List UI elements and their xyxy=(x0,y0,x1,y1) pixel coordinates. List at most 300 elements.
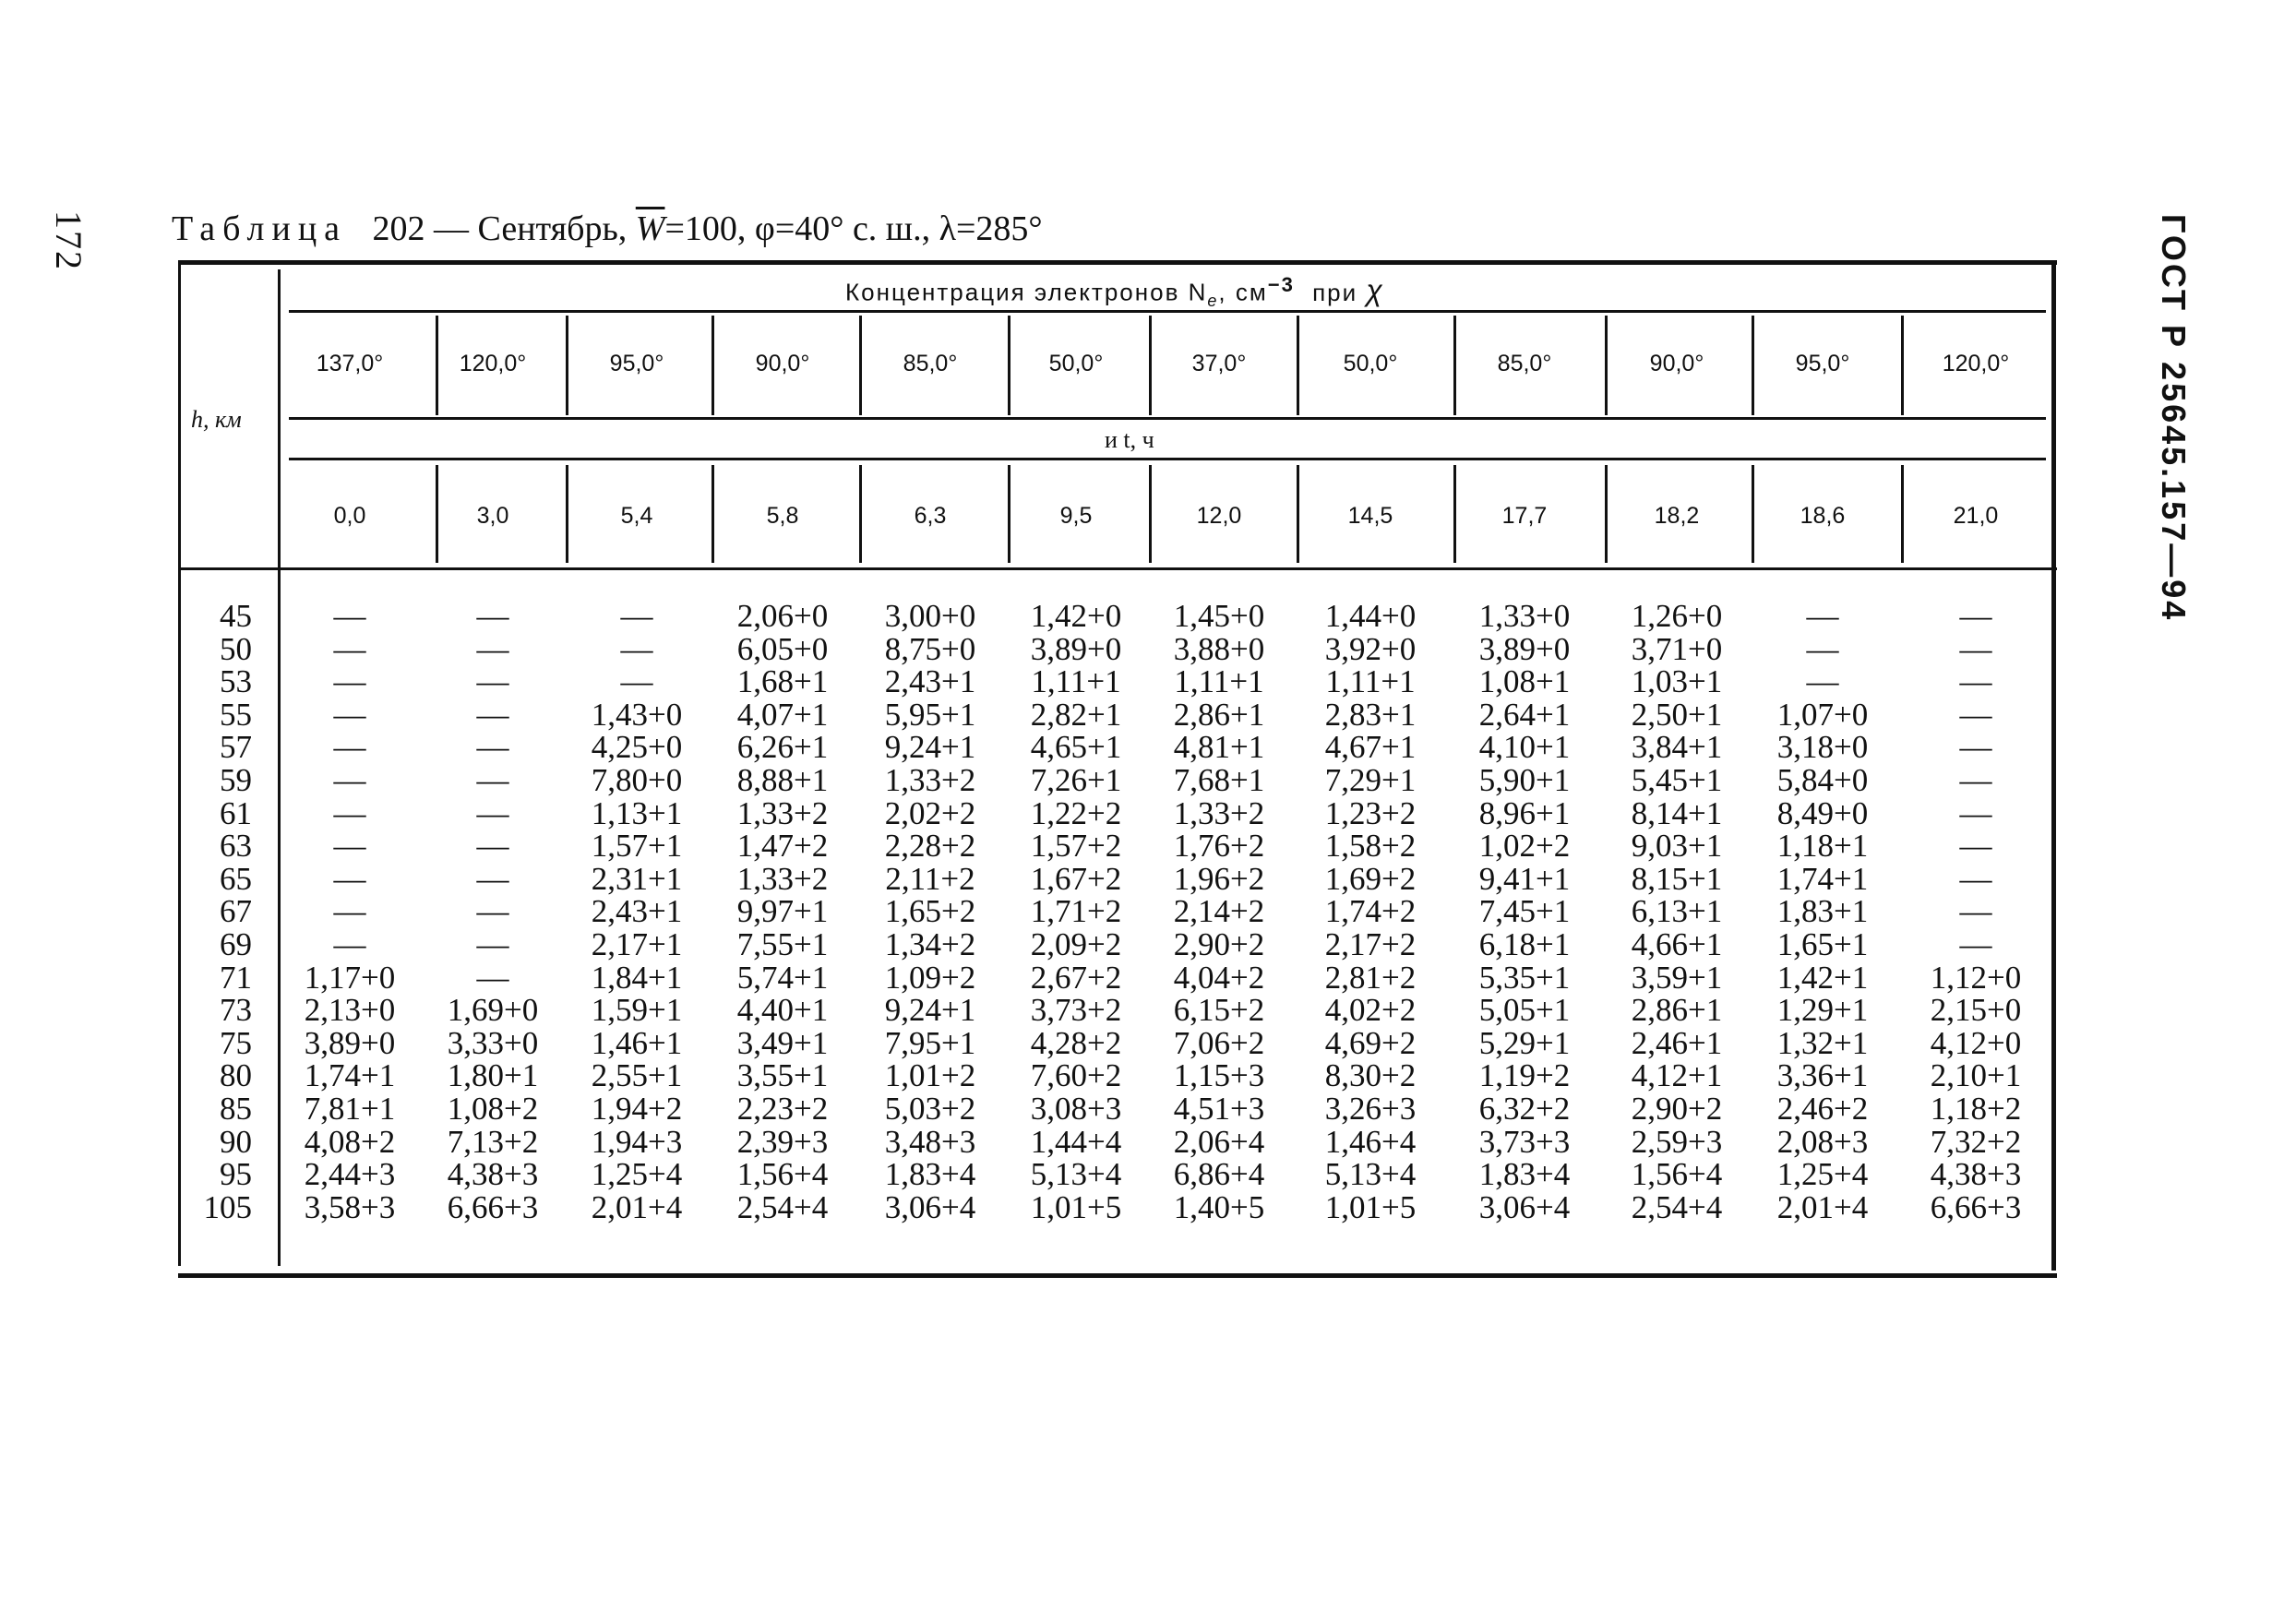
row-value-1: — xyxy=(476,860,509,897)
t-value-11: 21,0 xyxy=(1953,503,1999,529)
row-value-8: 1,08+1 xyxy=(1478,663,1571,700)
table-row xyxy=(178,731,2057,764)
column-divider-7-1 xyxy=(1453,465,1456,563)
row-value-11: — xyxy=(1959,893,1992,930)
row-value-8: 3,73+3 xyxy=(1478,1123,1571,1160)
row-height-km: 67 xyxy=(220,893,252,930)
concentration-exponent: −3 xyxy=(1267,273,1295,296)
table-row xyxy=(178,600,2057,633)
row-value-10: 5,84+0 xyxy=(1776,762,1869,798)
table-row xyxy=(178,895,2057,928)
table-row xyxy=(178,1188,2057,1225)
row-value-8: 5,05+1 xyxy=(1478,992,1571,1029)
row-value-9: 2,59+3 xyxy=(1631,1123,1723,1160)
row-value-11: — xyxy=(1959,729,1992,766)
caption-label: Таблица xyxy=(172,209,348,248)
row-value-11: 1,12+0 xyxy=(1930,959,2022,996)
row-value-8: 6,18+1 xyxy=(1478,926,1571,962)
row-value-2: 1,25+4 xyxy=(591,1156,683,1193)
row-value-3: 4,40+1 xyxy=(736,992,829,1029)
row-value-4: 3,48+3 xyxy=(884,1123,976,1160)
row-value-11: — xyxy=(1959,663,1992,700)
row-value-7: 1,01+5 xyxy=(1324,1188,1417,1225)
row-value-1: — xyxy=(476,959,509,996)
row-value-10: 1,18+1 xyxy=(1776,828,1869,865)
row-value-3: 2,39+3 xyxy=(736,1123,829,1160)
row-value-10: 1,07+0 xyxy=(1776,696,1869,733)
row-value-5: 1,71+2 xyxy=(1030,893,1122,930)
row-value-1: 7,13+2 xyxy=(447,1123,539,1160)
row-height-km: 65 xyxy=(220,860,252,897)
row-height-km: 80 xyxy=(220,1057,252,1094)
row-height-km: 50 xyxy=(220,630,252,667)
row-value-3: 1,56+4 xyxy=(736,1156,829,1193)
row-value-10: — xyxy=(1806,598,1839,634)
row-value-7: 1,74+2 xyxy=(1324,893,1417,930)
row-value-9: 9,03+1 xyxy=(1631,828,1723,865)
row-value-5: 1,11+1 xyxy=(1031,663,1121,700)
row-value-4: 5,03+2 xyxy=(884,1091,976,1127)
t-value-10: 18,6 xyxy=(1800,503,1846,529)
row-value-11: — xyxy=(1959,762,1992,798)
column-divider-2-1 xyxy=(712,465,714,563)
column-divider-5-0 xyxy=(1149,316,1152,415)
row-height-km: 90 xyxy=(220,1123,252,1160)
row-value-8: 8,96+1 xyxy=(1478,794,1571,831)
row-value-8: 1,19+2 xyxy=(1478,1057,1571,1094)
row-value-8: 5,29+1 xyxy=(1478,1024,1571,1061)
row-value-11: 6,66+3 xyxy=(1930,1188,2022,1225)
row-value-6: 2,14+2 xyxy=(1173,893,1265,930)
t-value-4: 6,3 xyxy=(914,503,947,529)
row-value-8: 2,64+1 xyxy=(1478,696,1571,733)
row-value-10: 1,29+1 xyxy=(1776,992,1869,1029)
table-row xyxy=(178,764,2057,797)
row-value-2: 1,84+1 xyxy=(591,959,683,996)
row-value-7: 4,67+1 xyxy=(1324,729,1417,766)
row-value-9: 3,84+1 xyxy=(1631,729,1723,766)
row-value-2: 1,46+1 xyxy=(591,1024,683,1061)
row-value-3: 3,55+1 xyxy=(736,1057,829,1094)
row-value-6: 1,11+1 xyxy=(1174,663,1264,700)
row-value-5: 7,60+2 xyxy=(1030,1057,1122,1094)
row-value-10: 2,46+2 xyxy=(1776,1091,1869,1127)
row-value-9: 3,71+0 xyxy=(1631,630,1723,667)
column-divider-8-1 xyxy=(1605,465,1608,563)
concentration-header xyxy=(845,273,1384,311)
table-row xyxy=(178,1092,2057,1126)
chi-symbol: χ xyxy=(1366,273,1384,307)
row-value-8: 1,83+4 xyxy=(1478,1156,1571,1193)
caption-w-symbol: $\overline{W}$ xyxy=(635,209,665,248)
row-value-2: 1,94+2 xyxy=(591,1091,683,1127)
row-value-10: 3,18+0 xyxy=(1776,729,1869,766)
row-value-1: 1,80+1 xyxy=(447,1057,539,1094)
table-bottom-border xyxy=(178,1273,2057,1278)
row-value-5: 7,26+1 xyxy=(1030,762,1122,798)
row-value-5: 3,73+2 xyxy=(1030,992,1122,1029)
row-value-8: 6,32+2 xyxy=(1478,1091,1571,1127)
row-value-7: 2,83+1 xyxy=(1324,696,1417,733)
row-height-km: 71 xyxy=(220,959,252,996)
row-value-7: 4,02+2 xyxy=(1324,992,1417,1029)
row-value-0: 7,81+1 xyxy=(304,1091,396,1127)
row-value-11: 4,38+3 xyxy=(1930,1156,2022,1193)
table-row xyxy=(178,829,2057,863)
row-value-11: — xyxy=(1959,630,1992,667)
row-value-0: — xyxy=(333,762,366,798)
table-row xyxy=(178,794,2057,831)
row-value-1: — xyxy=(476,794,509,831)
row-value-5: 1,44+4 xyxy=(1030,1123,1122,1160)
chi-value-0: 137,0° xyxy=(316,351,384,376)
row-height-km: 105 xyxy=(203,1188,252,1225)
row-value-3: 9,97+1 xyxy=(736,893,829,930)
concentration-pri: при xyxy=(1312,278,1358,306)
row-value-10: — xyxy=(1806,630,1839,667)
h-column-header: h, км xyxy=(191,406,242,433)
row-value-4: 3,06+4 xyxy=(884,1188,976,1225)
chi-value-9: 90,0° xyxy=(1649,351,1704,376)
row-value-2: 2,43+1 xyxy=(591,893,683,930)
row-value-4: 2,43+1 xyxy=(884,663,976,700)
row-value-11: — xyxy=(1959,926,1992,962)
table-row xyxy=(178,1158,2057,1191)
row-value-1: — xyxy=(476,663,509,700)
column-divider-1-1 xyxy=(566,465,568,563)
column-divider-1-0 xyxy=(566,316,568,415)
row-height-km: 69 xyxy=(220,926,252,962)
row-value-4: 9,24+1 xyxy=(884,992,976,1029)
column-divider-10-1 xyxy=(1901,465,1904,563)
row-value-7: 2,81+2 xyxy=(1324,959,1417,996)
header-bottom-line xyxy=(178,567,2057,570)
row-height-km: 63 xyxy=(220,828,252,865)
table-row xyxy=(178,1024,2057,1061)
row-value-10: 1,25+4 xyxy=(1776,1156,1869,1193)
row-value-11: — xyxy=(1959,794,1992,831)
column-divider-5-1 xyxy=(1149,465,1152,563)
row-value-6: 1,76+2 xyxy=(1173,828,1265,865)
row-value-2: 1,94+3 xyxy=(591,1123,683,1160)
row-value-11: — xyxy=(1959,696,1992,733)
row-value-5: 1,57+2 xyxy=(1030,828,1122,865)
row-value-9: 8,15+1 xyxy=(1631,860,1723,897)
row-value-4: 2,11+2 xyxy=(885,860,975,897)
row-value-10: 1,32+1 xyxy=(1776,1024,1869,1061)
chi-value-11: 120,0° xyxy=(1942,351,2010,376)
row-value-4: 1,33+2 xyxy=(884,762,976,798)
row-value-0: 2,13+0 xyxy=(304,992,396,1029)
row-value-3: 1,47+2 xyxy=(736,828,829,865)
t-value-6: 12,0 xyxy=(1196,503,1242,529)
row-value-6: 7,06+2 xyxy=(1173,1024,1265,1061)
row-value-0: — xyxy=(333,893,366,930)
chi-value-5: 50,0° xyxy=(1048,351,1104,376)
row-value-1: 1,08+2 xyxy=(447,1091,539,1127)
table-row xyxy=(178,928,2057,961)
row-value-8: 9,41+1 xyxy=(1478,860,1571,897)
header-divider-2 xyxy=(289,417,2046,420)
row-value-6: 2,86+1 xyxy=(1173,696,1265,733)
row-value-0: — xyxy=(333,729,366,766)
chi-value-10: 95,0° xyxy=(1795,351,1850,376)
row-value-0: — xyxy=(333,663,366,700)
row-value-7: 1,44+0 xyxy=(1324,598,1417,634)
row-value-2: 2,01+4 xyxy=(591,1188,683,1225)
row-value-3: 6,26+1 xyxy=(736,729,829,766)
row-value-1: — xyxy=(476,696,509,733)
row-value-6: 2,06+4 xyxy=(1173,1123,1265,1160)
row-value-0: 1,74+1 xyxy=(304,1057,396,1094)
row-value-10: 1,65+1 xyxy=(1776,926,1869,962)
row-value-4: 1,65+2 xyxy=(884,893,976,930)
row-value-5: 4,28+2 xyxy=(1030,1024,1122,1061)
table-row xyxy=(178,860,2057,897)
row-value-2: 4,25+0 xyxy=(591,729,683,766)
t-value-2: 5,4 xyxy=(620,503,653,529)
row-height-km: 55 xyxy=(220,696,252,733)
row-value-5: 1,22+2 xyxy=(1030,794,1122,831)
row-value-7: 1,46+4 xyxy=(1324,1123,1417,1160)
row-value-7: 8,30+2 xyxy=(1324,1057,1417,1094)
row-value-5: 1,67+2 xyxy=(1030,860,1122,897)
document-side-title: ГОСТ Р 25645.157—94 xyxy=(2155,214,2193,623)
column-divider-9-1 xyxy=(1752,465,1754,563)
row-value-4: 9,24+1 xyxy=(884,729,976,766)
row-value-5: 5,13+4 xyxy=(1030,1156,1122,1193)
row-value-0: — xyxy=(333,926,366,962)
row-value-2: 7,80+0 xyxy=(591,762,683,798)
row-value-3: 2,23+2 xyxy=(736,1091,829,1127)
table-row xyxy=(178,1059,2057,1092)
row-value-1: — xyxy=(476,926,509,962)
row-value-9: 6,13+1 xyxy=(1631,893,1723,930)
column-divider-6-0 xyxy=(1297,316,1299,415)
header-divider-3 xyxy=(289,458,2046,460)
row-value-5: 3,89+0 xyxy=(1030,630,1122,667)
row-value-2: — xyxy=(620,663,653,700)
row-value-5: 3,08+3 xyxy=(1030,1091,1122,1127)
row-value-6: 1,45+0 xyxy=(1173,598,1265,634)
row-value-0: 4,08+2 xyxy=(304,1123,396,1160)
row-value-10: 8,49+0 xyxy=(1776,794,1869,831)
concentration-label: Концентрация электронов N xyxy=(845,278,1208,306)
row-value-10: 1,42+1 xyxy=(1776,959,1869,996)
row-value-2: 1,59+1 xyxy=(591,992,683,1029)
column-divider-0-0 xyxy=(436,316,438,415)
row-value-2: 1,57+1 xyxy=(591,828,683,865)
row-value-0: — xyxy=(333,794,366,831)
row-value-11: — xyxy=(1959,828,1992,865)
row-value-9: 2,54+4 xyxy=(1631,1188,1723,1225)
table-row xyxy=(178,961,2057,995)
row-value-3: 1,33+2 xyxy=(736,860,829,897)
table-row xyxy=(178,1123,2057,1160)
row-value-7: 1,23+2 xyxy=(1324,794,1417,831)
column-divider-7-0 xyxy=(1453,316,1456,415)
row-value-2: — xyxy=(620,598,653,634)
row-value-10: 2,08+3 xyxy=(1776,1123,1869,1160)
t-value-7: 14,5 xyxy=(1347,503,1393,529)
row-value-0: — xyxy=(333,630,366,667)
row-height-km: 53 xyxy=(220,663,252,700)
row-value-3: 1,33+2 xyxy=(736,794,829,831)
chi-value-6: 37,0° xyxy=(1191,351,1247,376)
row-value-2: 1,43+0 xyxy=(591,696,683,733)
t-value-5: 9,5 xyxy=(1059,503,1093,529)
row-value-9: 2,46+1 xyxy=(1631,1024,1723,1061)
row-value-1: — xyxy=(476,729,509,766)
row-value-8: 3,06+4 xyxy=(1478,1188,1571,1225)
row-value-9: 2,86+1 xyxy=(1631,992,1723,1029)
row-value-6: 4,51+3 xyxy=(1173,1091,1265,1127)
row-value-9: 1,26+0 xyxy=(1631,598,1723,634)
row-value-6: 4,04+2 xyxy=(1173,959,1265,996)
column-divider-0-1 xyxy=(436,465,438,563)
row-value-6: 4,81+1 xyxy=(1173,729,1265,766)
row-height-km: 85 xyxy=(220,1091,252,1127)
row-value-4: 1,09+2 xyxy=(884,959,976,996)
row-value-11: — xyxy=(1959,598,1992,634)
row-value-11: 4,12+0 xyxy=(1930,1024,2022,1061)
row-value-10: 3,36+1 xyxy=(1776,1057,1869,1094)
row-height-km: 95 xyxy=(220,1156,252,1193)
table-caption xyxy=(172,209,1043,249)
row-value-7: 1,58+2 xyxy=(1324,828,1417,865)
row-value-3: 5,74+1 xyxy=(736,959,829,996)
row-value-4: 1,01+2 xyxy=(884,1057,976,1094)
row-value-5: 2,09+2 xyxy=(1030,926,1122,962)
row-value-9: 4,66+1 xyxy=(1631,926,1723,962)
row-value-1: 1,69+0 xyxy=(447,992,539,1029)
row-value-3: 2,06+0 xyxy=(736,598,829,634)
row-value-9: 2,90+2 xyxy=(1631,1091,1723,1127)
column-divider-4-0 xyxy=(1008,316,1010,415)
row-value-3: 2,54+4 xyxy=(736,1188,829,1225)
row-value-8: 5,90+1 xyxy=(1478,762,1571,798)
row-value-9: 1,03+1 xyxy=(1631,663,1723,700)
row-value-10: 2,01+4 xyxy=(1776,1188,1869,1225)
t-value-1: 3,0 xyxy=(476,503,509,529)
row-value-1: — xyxy=(476,893,509,930)
row-height-km: 57 xyxy=(220,729,252,766)
row-value-2: 2,17+1 xyxy=(591,926,683,962)
row-value-7: 7,29+1 xyxy=(1324,762,1417,798)
row-value-4: 3,00+0 xyxy=(884,598,976,634)
concentration-subscript: e xyxy=(1207,291,1219,310)
column-divider-9-0 xyxy=(1752,316,1754,415)
row-value-1: 3,33+0 xyxy=(447,1024,539,1061)
column-divider-2-0 xyxy=(712,316,714,415)
row-value-7: 4,69+2 xyxy=(1324,1024,1417,1061)
page-number: 172 xyxy=(48,210,90,271)
row-value-6: 1,96+2 xyxy=(1173,860,1265,897)
row-value-2: 2,55+1 xyxy=(591,1057,683,1094)
row-value-5: 2,67+2 xyxy=(1030,959,1122,996)
concentration-unit: , см xyxy=(1218,278,1268,306)
row-value-9: 8,14+1 xyxy=(1631,794,1723,831)
row-value-11: — xyxy=(1959,860,1992,897)
row-value-8: 5,35+1 xyxy=(1478,959,1571,996)
chi-value-2: 95,0° xyxy=(609,351,664,376)
row-value-7: 1,11+1 xyxy=(1325,663,1416,700)
row-value-11: 1,18+2 xyxy=(1930,1091,2022,1127)
table-row xyxy=(178,665,2057,698)
row-value-11: 2,15+0 xyxy=(1930,992,2022,1029)
row-value-7: 2,17+2 xyxy=(1324,926,1417,962)
table-row xyxy=(178,698,2057,732)
row-value-5: 1,01+5 xyxy=(1030,1188,1122,1225)
row-value-9: 1,56+4 xyxy=(1631,1156,1723,1193)
row-value-7: 1,69+2 xyxy=(1324,860,1417,897)
row-value-6: 7,68+1 xyxy=(1173,762,1265,798)
chi-value-7: 50,0° xyxy=(1343,351,1398,376)
row-value-3: 1,68+1 xyxy=(736,663,829,700)
row-value-9: 4,12+1 xyxy=(1631,1057,1723,1094)
row-value-6: 3,88+0 xyxy=(1173,630,1265,667)
row-value-10: 1,74+1 xyxy=(1776,860,1869,897)
row-value-3: 3,49+1 xyxy=(736,1024,829,1061)
row-height-km: 45 xyxy=(220,598,252,634)
row-value-4: 2,02+2 xyxy=(884,794,976,831)
row-value-0: — xyxy=(333,860,366,897)
row-value-9: 3,59+1 xyxy=(1631,959,1723,996)
row-value-11: 2,10+1 xyxy=(1930,1057,2022,1094)
row-value-9: 5,45+1 xyxy=(1631,762,1723,798)
row-value-1: 6,66+3 xyxy=(447,1188,539,1225)
table-row xyxy=(178,630,2057,667)
row-value-10: 1,83+1 xyxy=(1776,893,1869,930)
chi-value-3: 90,0° xyxy=(755,351,810,376)
row-value-1: — xyxy=(476,828,509,865)
row-value-6: 2,90+2 xyxy=(1173,926,1265,962)
row-value-1: — xyxy=(476,630,509,667)
row-value-2: — xyxy=(620,630,653,667)
data-table xyxy=(178,260,2057,1280)
row-value-8: 1,02+2 xyxy=(1478,828,1571,865)
row-value-0: 3,58+3 xyxy=(304,1188,396,1225)
row-value-0: 3,89+0 xyxy=(304,1024,396,1061)
row-value-2: 2,31+1 xyxy=(591,860,683,897)
t-value-0: 0,0 xyxy=(333,503,366,529)
column-divider-3-0 xyxy=(859,316,862,415)
table-top-border xyxy=(178,260,2057,265)
row-value-8: 1,33+0 xyxy=(1478,598,1571,634)
row-value-3: 4,07+1 xyxy=(736,696,829,733)
t-value-8: 17,7 xyxy=(1501,503,1548,529)
row-height-km: 73 xyxy=(220,992,252,1029)
chi-value-1: 120,0° xyxy=(459,351,527,376)
column-divider-10-0 xyxy=(1901,316,1904,415)
row-value-6: 1,15+3 xyxy=(1173,1057,1265,1094)
t-value-9: 18,2 xyxy=(1654,503,1700,529)
row-value-5: 4,65+1 xyxy=(1030,729,1122,766)
row-value-1: 4,38+3 xyxy=(447,1156,539,1193)
row-value-6: 6,86+4 xyxy=(1173,1156,1265,1193)
row-value-4: 7,95+1 xyxy=(884,1024,976,1061)
row-value-4: 5,95+1 xyxy=(884,696,976,733)
caption-number: 202 xyxy=(372,209,425,248)
row-height-km: 75 xyxy=(220,1024,252,1061)
row-value-8: 4,10+1 xyxy=(1478,729,1571,766)
row-value-1: — xyxy=(476,762,509,798)
column-divider-6-1 xyxy=(1297,465,1299,563)
row-value-7: 5,13+4 xyxy=(1324,1156,1417,1193)
row-value-0: 1,17+0 xyxy=(304,959,396,996)
row-value-0: — xyxy=(333,696,366,733)
column-divider-4-1 xyxy=(1008,465,1010,563)
